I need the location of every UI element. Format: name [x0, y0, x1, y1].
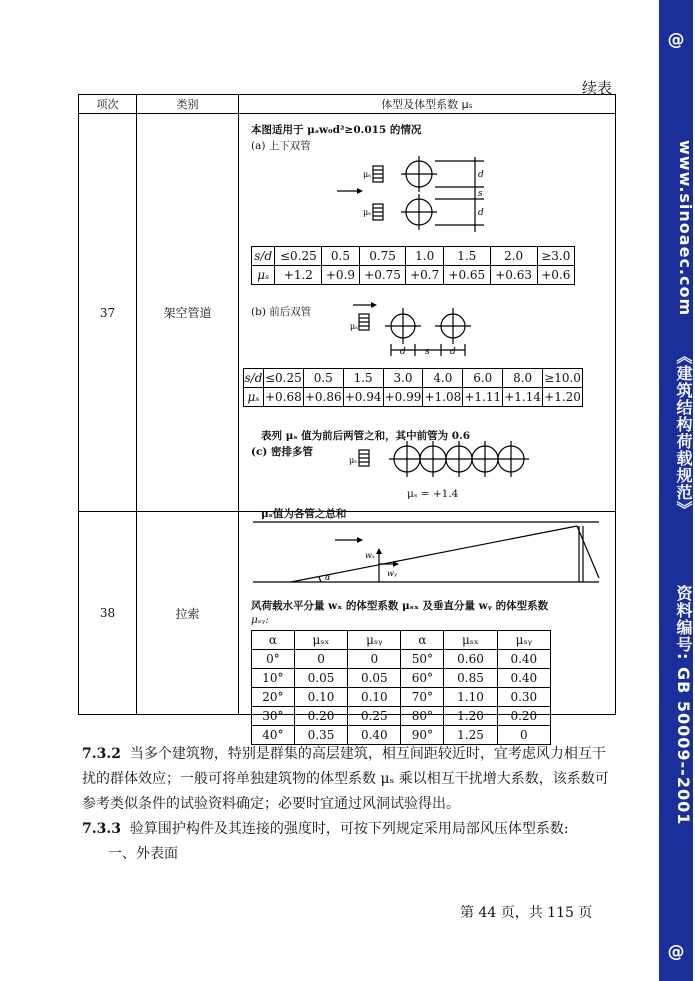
table-cell: 1.5 [443, 247, 490, 266]
table-cell: 70° [401, 688, 444, 707]
table-cell: 6.0 [463, 369, 503, 388]
label-mu-c: μₛ [349, 456, 357, 465]
table-cell: +0.99 [383, 388, 423, 407]
table-cell: 0 [497, 726, 550, 745]
table-cell: 3.0 [383, 369, 423, 388]
table-cell: +0.68 [263, 388, 303, 407]
case-a-table [251, 246, 575, 285]
table-cell: 1.10 [444, 688, 497, 707]
case-b-note: 表列 μₛ 值为前后两管之和，其中前管为 0.6 [261, 430, 471, 442]
case-c-value: μₛ = +1.4 [407, 488, 459, 500]
shape-coefficient-table [78, 94, 616, 742]
case-a-sd-label: s/d [252, 247, 275, 266]
book-title-text: 《建筑结构荷载规范》 [674, 348, 693, 518]
table-cell: 10° [252, 669, 295, 688]
cable-coefficient-table [251, 630, 551, 745]
table-cell: 1.25 [444, 726, 497, 745]
cable-caption-2: μₛᵧ: [251, 614, 269, 626]
table-cell: +1.08 [423, 388, 463, 407]
table-cell: 0 [348, 650, 401, 669]
subsection-exterior: 一、外表面 [108, 846, 178, 862]
header-shape: 体型及体型系数 μₛ [239, 95, 616, 114]
at-symbol-bottom: @ [667, 942, 685, 962]
row37-content-cell [239, 114, 616, 520]
table-cell: 0.20 [294, 707, 347, 726]
table-cell: 50° [401, 650, 444, 669]
table-cell: μₛₓ [294, 631, 347, 650]
website-text: www.sinoaec.com [676, 140, 695, 317]
table-cell: 0.10 [294, 688, 347, 707]
table-row [252, 688, 551, 707]
label-mu-a1: μₛ [363, 170, 371, 179]
table-cell: +0.75 [359, 266, 406, 285]
cable-diagram [239, 512, 616, 592]
cable-caption: 风荷载水平分量 wₓ 的体型系数 μₛₓ 及垂直分量 wᵧ 的体型系数 [251, 600, 549, 612]
table-row-38 [79, 512, 616, 715]
table-cell: 2.0 [490, 247, 537, 266]
at-symbol-top: @ [667, 30, 685, 50]
paragraph-7-3-2 [82, 742, 614, 817]
table-cell: 20° [252, 688, 295, 707]
table-cell: 0.05 [294, 669, 347, 688]
case-b-table [243, 368, 583, 407]
condition-note: 本图适用于 μₛw₀d²≥0.015 的情况 [251, 124, 422, 136]
label-mu-b: μₛ [350, 322, 358, 331]
case-a-sd-row [252, 247, 575, 266]
table-row [252, 707, 551, 726]
table-cell: +0.86 [303, 388, 343, 407]
table-cell: +0.6 [537, 266, 574, 285]
case-b-sd-row [244, 369, 583, 388]
case-c-note: μₛ值为各管之总和 [261, 508, 347, 520]
table-cell: 0.5 [303, 369, 343, 388]
table-cell: 0.05 [348, 669, 401, 688]
table-cell: 0° [252, 650, 295, 669]
table-cell: +0.9 [322, 266, 359, 285]
case-c-title: (c) 密排多管 [251, 446, 313, 458]
label-d-a1: d [478, 170, 484, 180]
table-cell: +1.11 [463, 388, 503, 407]
table-cell: α [252, 631, 295, 650]
label-wy: wᵧ [387, 569, 397, 578]
table-cell: 0.25 [348, 707, 401, 726]
table-cell: 0.85 [444, 669, 497, 688]
table-cell: +0.63 [490, 266, 537, 285]
category-overhead-pipes: 架空管道 [137, 114, 239, 512]
table-header-row [79, 95, 616, 114]
paragraph-7-3-3 [82, 817, 614, 842]
table-cell: 0.5 [322, 247, 359, 266]
item-38: 38 [79, 512, 137, 715]
table-cell: 0.40 [348, 726, 401, 745]
label-s-b: s [425, 347, 430, 357]
label-mu-a2: μₛ [363, 208, 371, 217]
table-cell: ≤0.25 [263, 369, 303, 388]
label-d-b1: d [400, 347, 406, 357]
table-cell: 80° [401, 707, 444, 726]
label-alpha: α [325, 573, 331, 582]
table-cell: 40° [252, 726, 295, 745]
table-cell: 0.75 [359, 247, 406, 266]
clause-number-7-3-3: 7.3.3 [82, 821, 121, 837]
table-cell: 4.0 [423, 369, 463, 388]
table-cell: 0.35 [294, 726, 347, 745]
table-cell: +1.20 [543, 388, 583, 407]
table-row [252, 669, 551, 688]
table-cell: ≥10.0 [543, 369, 583, 388]
table-row-37 [79, 114, 616, 512]
doc-code-text: 资料编号: GB 50009--2001 [674, 585, 693, 826]
table-cell: 0.10 [348, 688, 401, 707]
table-cell: α [401, 631, 444, 650]
table-cell: 0.20 [497, 707, 550, 726]
table-cell: 0.40 [497, 669, 550, 688]
coef-header-row [252, 631, 551, 650]
table-cell: 0.40 [497, 650, 550, 669]
category-cable: 拉索 [137, 512, 239, 715]
sidebar-banner [659, 0, 693, 981]
table-cell: 30° [252, 707, 295, 726]
table-cell: 8.0 [503, 369, 543, 388]
case-b-mu-row [244, 388, 583, 407]
table-cell: 0.30 [497, 688, 550, 707]
label-s-a: s [478, 189, 483, 199]
header-item: 项次 [79, 95, 137, 114]
table-cell: 1.5 [343, 369, 383, 388]
case-b-mu-label: μₛ [244, 388, 264, 407]
table-cell: +1.2 [275, 266, 322, 285]
table-cell: ≥3.0 [537, 247, 574, 266]
page-number: 第 44 页，共 115 页 [460, 905, 593, 921]
table-cell: 1.20 [444, 707, 497, 726]
case-a-mu-row [252, 266, 575, 285]
table-cell: 1.0 [406, 247, 443, 266]
case-b-sd-label: s/d [244, 369, 264, 388]
table-cell: +0.94 [343, 388, 383, 407]
table-cell: ≤0.25 [275, 247, 322, 266]
table-cell: +1.14 [503, 388, 543, 407]
table-cell: 0.60 [444, 650, 497, 669]
clause-text-7-3-2: 当多个建筑物，特别是群集的高层建筑，相互间距较近时，宜考虑风力相互干扰的群体效应；一般可将单独建筑物的体型系数 μₛ 乘以相互干扰增大系数，该系数可参考类似条件的试验资料确定；必要时宜通过风洞试验得出。 [82, 746, 609, 812]
item-37: 37 [79, 114, 137, 512]
table-cell: μₛᵧ [497, 631, 550, 650]
clause-number-7-3-2: 7.3.2 [82, 746, 121, 762]
table-cell: 90° [401, 726, 444, 745]
table-cell: 60° [401, 669, 444, 688]
label-wx: wₓ [365, 551, 375, 560]
continued-label: 续表 [582, 79, 613, 97]
clause-text-7-3-3: 验算围护构件及其连接的强度时，可按下列规定采用局部风压体型系数: [129, 821, 569, 837]
case-a-title: (a) 上下双管 [251, 140, 311, 152]
label-d-a2: d [478, 208, 484, 218]
table-cell: μₛₓ [444, 631, 497, 650]
case-a-mu-label: μₛ [252, 266, 275, 285]
table-cell: 0 [294, 650, 347, 669]
table-cell: μₛᵧ [348, 631, 401, 650]
table-row [252, 650, 551, 669]
label-d-b2: d [450, 347, 456, 357]
table-cell: +0.7 [406, 266, 443, 285]
row38-content-cell [239, 512, 616, 742]
case-b-title: (b) 前后双管 [251, 306, 312, 318]
header-category: 类别 [137, 95, 239, 114]
table-cell: +0.65 [443, 266, 490, 285]
